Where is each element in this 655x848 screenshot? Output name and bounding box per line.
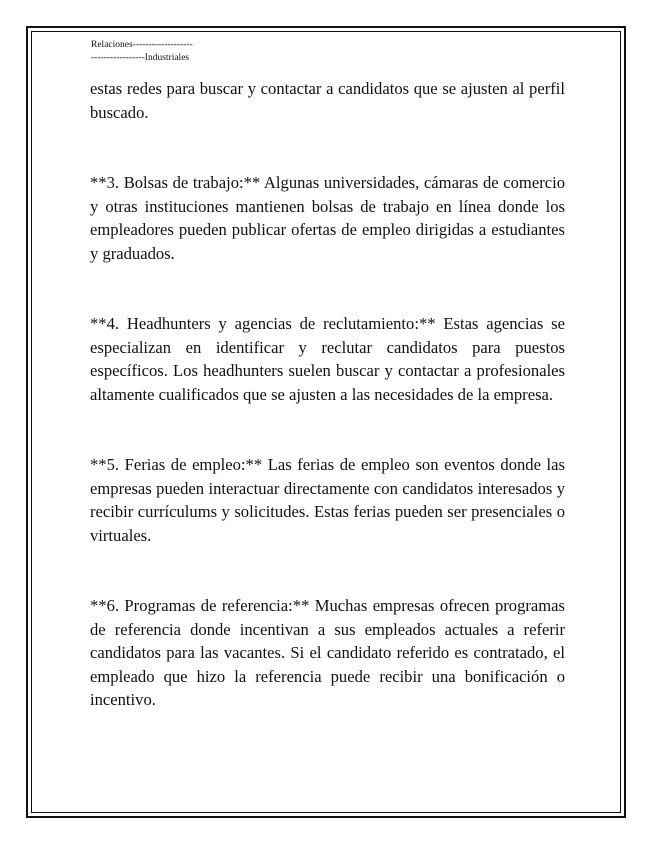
running-header: [91, 39, 193, 64]
header-line-1: Relaciones-------------------: [91, 40, 193, 50]
paragraph-continuation: estas redes para buscar y contactar a candidatos que se ajusten al perfil buscado.: [90, 79, 565, 122]
page-body: [90, 77, 565, 759]
paragraph-programas-de-referencia: **6. Programas de referencia:** Muchas empresas ofrecen programas de referencia donde incentivan a sus empleados actuales a referir candidatos para las vacantes. Si el candidato referido es contratado, el empleado que hizo la referencia puede recibir una bonificación o incentivo.: [90, 596, 565, 709]
paragraph-headhunters: **4. Headhunters y agencias de reclutamiento:** Estas agencias se especializan en identificar y reclutar candidatos para puestos específicos. Los headhunters suelen buscar y contactar a profesionales altamente cualificados que se ajusten a las necesidades de la empresa.: [90, 314, 565, 404]
paragraph-bolsas-de-trabajo: **3. Bolsas de trabajo:** Algunas universidades, cámaras de comercio y otras instituciones mantienen bolsas de trabajo en línea donde los empleadores pueden publicar ofertas de empleo dirigidas a estudiantes y graduados.: [90, 173, 565, 263]
paragraph-ferias-de-empleo: **5. Ferias de empleo:** Las ferias de empleo son eventos donde las empresas pueden interactuar directamente con candidatos interesados y recibir currículums y solicitudes. Estas ferias pueden ser presenciales o virtuales.: [90, 455, 565, 545]
header-line-2: -----------------Industriales: [91, 52, 190, 63]
